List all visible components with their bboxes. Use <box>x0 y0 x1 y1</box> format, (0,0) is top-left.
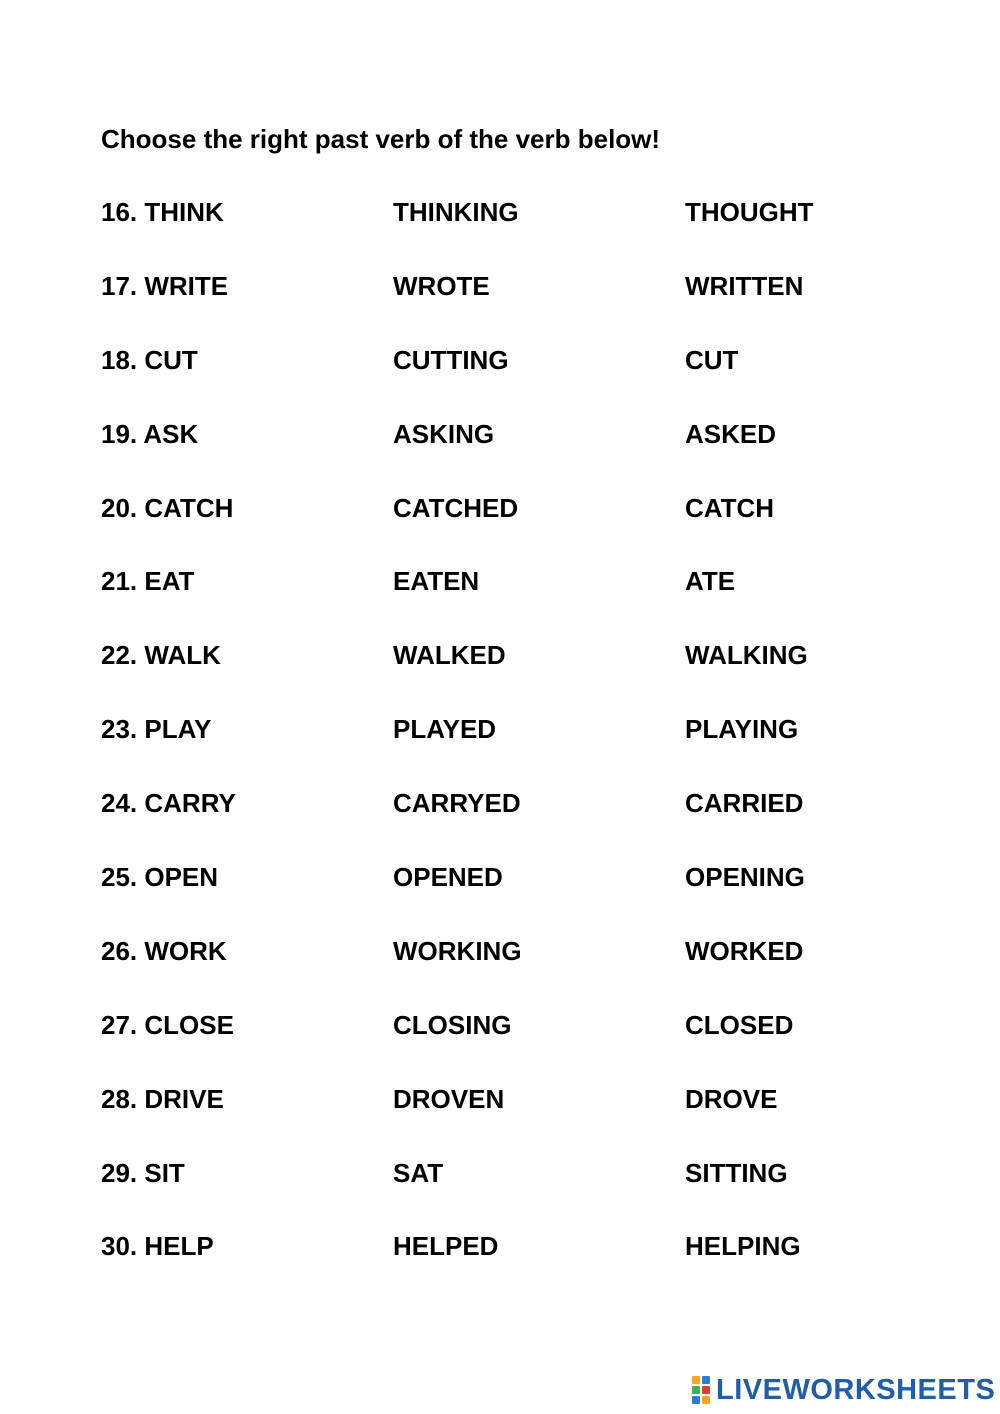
answer-option-b[interactable]: WORKED <box>685 935 804 966</box>
answer-option-b[interactable]: HELPING <box>685 1231 801 1262</box>
answer-option-b[interactable]: THOUGHT <box>685 197 814 227</box>
question-prompt: 25. OPEN <box>101 862 219 893</box>
answer-option-a[interactable]: CARRYED <box>393 788 521 819</box>
answer-option-a[interactable]: PLAYED <box>393 714 497 745</box>
question-prompt: 22. WALK <box>101 640 221 671</box>
answer-option-b[interactable]: CLOSED <box>685 1009 794 1040</box>
question-row <box>101 936 981 1010</box>
question-row <box>101 345 981 419</box>
answer-option-a[interactable]: OPENED <box>393 862 503 893</box>
instruction-text: Choose the right past verb of the verb below! <box>101 124 661 154</box>
question-prompt: 28. DRIVE <box>101 1083 224 1114</box>
question-row <box>101 1231 981 1305</box>
answer-option-b[interactable]: OPENING <box>685 862 805 893</box>
liveworksheets-logo <box>692 1372 995 1408</box>
question-row <box>101 566 981 640</box>
question-prompt: 24. CARRY <box>101 788 236 819</box>
question-row <box>101 862 981 936</box>
answer-option-b[interactable]: PLAYING <box>685 714 799 745</box>
question-row <box>101 1158 981 1232</box>
logo-blocks-icon <box>692 1376 712 1404</box>
question-row <box>101 640 981 714</box>
question-row <box>101 714 981 788</box>
answer-option-b[interactable]: CATCH <box>685 492 775 523</box>
logo-text: LIVEWORKSHEETS <box>716 1373 996 1406</box>
question-row <box>101 1084 981 1158</box>
answer-option-a[interactable]: HELPED <box>393 1231 499 1262</box>
answer-option-a[interactable]: DROVEN <box>393 1083 505 1114</box>
answer-option-a[interactable]: THINKING <box>393 197 519 227</box>
question-prompt: 16. THINK <box>101 197 224 227</box>
answer-option-b[interactable]: CUT <box>685 344 739 375</box>
answer-option-a[interactable]: CLOSING <box>393 1009 512 1040</box>
question-prompt: 27. CLOSE <box>101 1009 234 1040</box>
question-prompt: 26. WORK <box>101 935 227 966</box>
answer-option-a[interactable]: WORKING <box>393 935 522 966</box>
answer-option-a[interactable]: CATCHED <box>393 492 519 523</box>
question-prompt: 23. PLAY <box>101 714 212 745</box>
answer-option-b[interactable]: WALKING <box>685 640 808 671</box>
answer-option-a[interactable]: SAT <box>393 1157 444 1188</box>
answer-option-a[interactable]: WROTE <box>393 270 490 301</box>
question-row <box>101 271 981 345</box>
question-prompt: 17. WRITE <box>101 270 229 301</box>
answer-option-a[interactable]: EATEN <box>393 566 480 597</box>
answer-option-b[interactable]: WRITTEN <box>685 270 804 301</box>
question-row <box>101 197 981 271</box>
answer-option-b[interactable]: SITTING <box>685 1157 788 1188</box>
answer-option-a[interactable]: CUTTING <box>393 344 509 375</box>
question-row <box>101 788 981 862</box>
answer-option-a[interactable]: WALKED <box>393 640 506 671</box>
question-prompt: 18. CUT <box>101 344 198 375</box>
question-prompt: 29. SIT <box>101 1157 185 1188</box>
question-row <box>101 493 981 567</box>
question-list <box>101 197 981 1305</box>
answer-option-b[interactable]: CARRIED <box>685 788 804 819</box>
question-row <box>101 1010 981 1084</box>
question-prompt: 19. ASK <box>101 418 199 449</box>
answer-option-b[interactable]: ATE <box>685 566 736 597</box>
question-prompt: 20. CATCH <box>101 492 234 523</box>
answer-option-a[interactable]: ASKING <box>393 418 495 449</box>
question-prompt: 21. EAT <box>101 566 195 597</box>
answer-option-b[interactable]: ASKED <box>685 418 777 449</box>
answer-option-b[interactable]: DROVE <box>685 1083 778 1114</box>
question-prompt: 30. HELP <box>101 1231 214 1262</box>
question-row <box>101 419 981 493</box>
